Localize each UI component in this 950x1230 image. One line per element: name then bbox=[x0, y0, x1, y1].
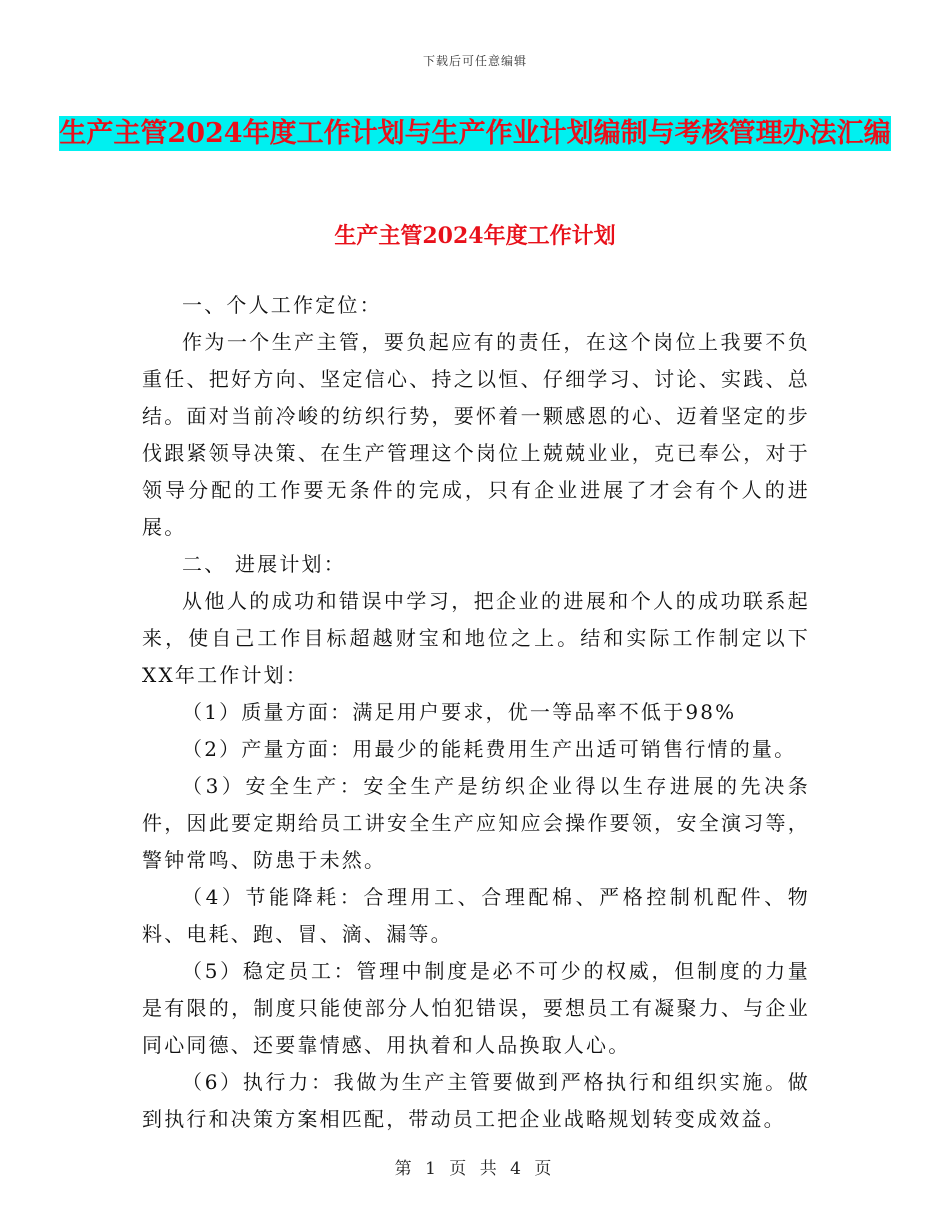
paragraph: （5）稳定员工：管理中制度是必不可少的权威，但制度的力量是有限的，制度只能使部分人怕犯错误，要想员工有凝聚力、与企业同心同德、还要靠情感、用执着和人品换取人心。 bbox=[142, 959, 810, 1057]
paragraph: 作为一个生产主管，要负起应有的责任，在这个岗位上我要不负重任、把好方向、坚定信心、持之以恒、仔细学习、讨论、实践、总结。面对当前冷峻的纺织行势，要怀着一颗感恩的心、迈着坚定的步伐跟紧领导决策、在生产管理这个岗位上兢兢业业，克已奉公，对于领导分配的工作要无条件的完成，只有企业进展了才会有个人的进展。 bbox=[142, 330, 810, 539]
paragraph: （4）节能降耗：合理用工、合理配棉、严格控制机配件、物料、电耗、跑、冒、滴、漏等。 bbox=[142, 885, 810, 946]
paragraph: （3）安全生产：安全生产是纺织企业得以生存进展的先决条件，因此要定期给员工讲安全生产应知应会操作要领，安全演习等，警钟常鸣、防患于未然。 bbox=[142, 774, 810, 872]
section-title: 生产主管2024年度工作计划 bbox=[334, 223, 616, 249]
paragraph: （2）产量方面：用最少的能耗费用生产出适可销售行情的量。 bbox=[182, 737, 797, 761]
paragraph: （1）质量方面：满足用户要求，优一等品率不低于98% bbox=[182, 700, 737, 724]
header-note: 下载后可任意编辑 bbox=[422, 54, 527, 68]
paragraph: 二、 进展计划： bbox=[182, 552, 346, 576]
paragraph: 从他人的成功和错误中学习，把企业的进展和个人的成功联系起来，使自己工作目标超越财宝和地位之上。结和实际工作制定以下XX年工作计划： bbox=[142, 589, 810, 687]
document-body bbox=[142, 287, 810, 1138]
document-title-text: 生产主管2024年度工作计划与生产作业计划编制与考核管理办法汇编 bbox=[59, 118, 891, 149]
paragraph: （6）执行力：我做为生产主管要做到严格执行和组织实施。做到执行和决策方案相匹配，带动员工把企业战略规划转变成效益。 bbox=[142, 1070, 810, 1131]
document-title bbox=[0, 108, 950, 160]
paragraph: 一、个人工作定位： bbox=[182, 293, 382, 317]
page-number: 第 1 页 共 4 页 bbox=[394, 1159, 556, 1179]
